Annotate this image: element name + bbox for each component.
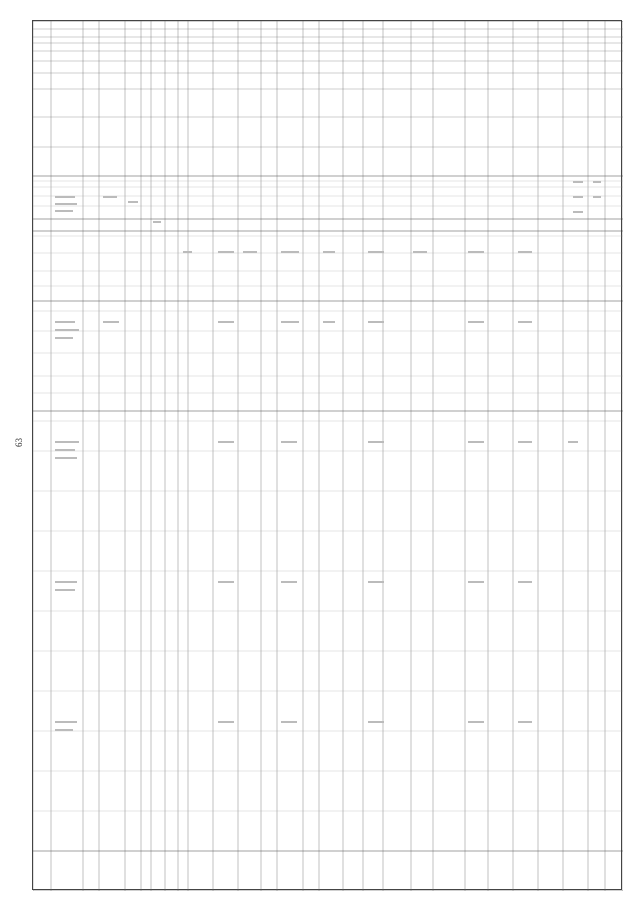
text-fragment xyxy=(368,251,384,253)
text-fragment xyxy=(323,321,335,323)
text-fragment xyxy=(518,441,532,443)
text-fragment xyxy=(218,251,234,253)
text-fragment xyxy=(55,337,73,339)
text-fragment xyxy=(218,581,234,583)
text-fragment xyxy=(55,729,73,731)
text-fragment xyxy=(568,441,578,443)
text-fragment xyxy=(55,457,77,459)
text-fragment xyxy=(368,321,384,323)
page-number: 63 xyxy=(14,438,24,447)
text-fragment xyxy=(103,196,117,198)
text-fragment xyxy=(218,721,234,723)
text-fragment xyxy=(593,181,601,183)
text-fragment xyxy=(573,181,583,183)
text-fragment xyxy=(413,251,427,253)
text-fragment xyxy=(573,211,583,213)
text-fragment xyxy=(55,203,77,205)
text-fragment xyxy=(518,321,532,323)
text-fragment xyxy=(468,251,484,253)
text-fragment xyxy=(55,449,75,451)
rotated-table-sheet xyxy=(32,20,622,890)
text-fragment xyxy=(281,441,297,443)
text-fragment xyxy=(55,196,75,198)
text-fragment xyxy=(55,589,75,591)
text-fragment xyxy=(55,721,77,723)
text-fragment xyxy=(153,221,161,223)
text-fragment xyxy=(593,196,601,198)
text-fragment xyxy=(518,581,532,583)
text-fragment xyxy=(323,251,335,253)
text-fragment xyxy=(55,210,73,212)
text-fragment xyxy=(218,441,234,443)
text-fragment xyxy=(518,721,532,723)
text-fragment xyxy=(128,201,138,203)
text-fragment xyxy=(468,441,484,443)
text-fragment xyxy=(55,581,77,583)
text-fragment xyxy=(518,251,532,253)
table-grid xyxy=(33,21,623,891)
text-fragment xyxy=(468,321,484,323)
text-fragment xyxy=(281,581,297,583)
text-fragment xyxy=(218,321,234,323)
text-fragment xyxy=(243,251,257,253)
text-fragment xyxy=(368,581,384,583)
text-fragment xyxy=(55,441,79,443)
text-fragment xyxy=(468,581,484,583)
text-fragment xyxy=(468,721,484,723)
text-fragment xyxy=(368,441,384,443)
text-fragment xyxy=(281,721,297,723)
text-fragment xyxy=(103,321,119,323)
text-fragment xyxy=(281,321,299,323)
text-fragment xyxy=(281,251,299,253)
text-fragment xyxy=(183,251,192,253)
text-fragment xyxy=(573,196,583,198)
text-fragment xyxy=(55,321,75,323)
text-fragment xyxy=(55,329,79,331)
text-fragment xyxy=(368,721,384,723)
